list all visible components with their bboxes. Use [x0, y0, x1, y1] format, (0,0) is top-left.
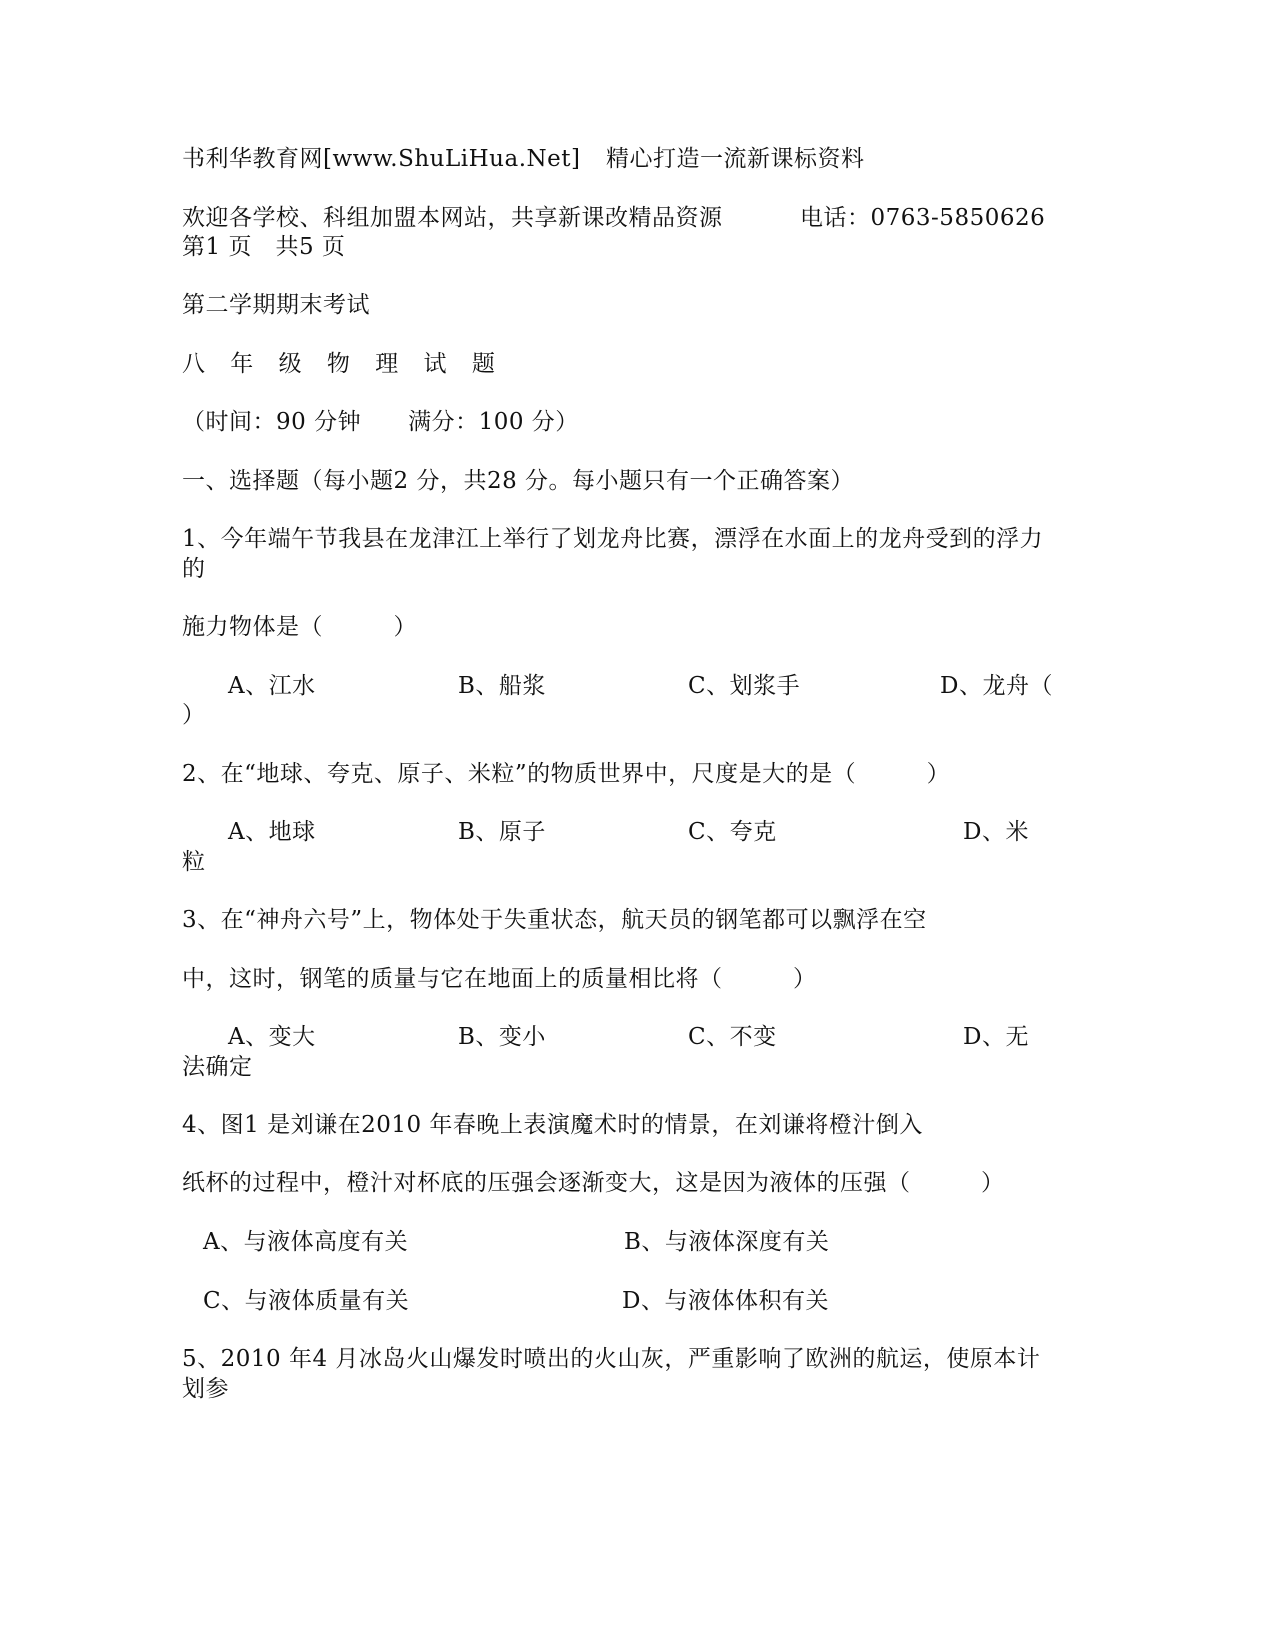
phone-text: 电话：0763-5850626: [800, 205, 1046, 231]
q4-option-d: D、与液体体积有关: [622, 1288, 829, 1314]
q1-line-1: 1、今年端午节我县在龙津江上举行了划龙舟比赛，漂浮在水面上的龙舟受到的浮力: [182, 526, 1044, 552]
exam-title: 八 年 级 物 理 试 题: [182, 351, 504, 377]
q1-option-c: C、划浆手: [688, 673, 801, 699]
time-score: （时间：90 分钟 满分：100 分）: [182, 409, 579, 435]
q3-line-1: 3、在“神舟六号”上，物体处于失重状态，航天员的钢笔都可以飘浮在空: [182, 907, 927, 933]
header-line-2: [182, 203, 1046, 233]
q2-line-1: 2、在“地球、夸克、原子、米粒”的物质世界中，尺度是大的是（ ）: [182, 761, 951, 787]
q4-option-a: A、与液体高度有关: [203, 1229, 409, 1255]
q2-option-d-cont: 粒: [182, 849, 206, 875]
q1-line-3: 施力物体是（ ）: [182, 614, 417, 640]
q4-option-c: C、与液体质量有关: [203, 1288, 410, 1314]
q1-option-b: B、船浆: [458, 673, 546, 699]
q2-option-d: D、米: [963, 819, 1029, 845]
q3-option-c: C、不变: [688, 1024, 777, 1050]
q3-option-d: D、无: [963, 1024, 1029, 1050]
q4-line-1: 4、图1 是刘谦在2010 年春晚上表演魔术时的情景，在刘谦将橙汁倒入: [182, 1112, 923, 1138]
q4-option-b: B、与液体深度有关: [624, 1229, 830, 1255]
q2-option-c: C、夸克: [688, 819, 777, 845]
page-info: 第1 页 共5 页: [182, 234, 346, 260]
site-slogan: 精心打造一流新课标资料: [606, 146, 865, 172]
q1-option-d-cont: ）: [182, 702, 206, 728]
exam-term: 第二学期期末考试: [182, 292, 370, 318]
section-heading: 一、选择题（每小题2 分，共28 分。每小题只有一个正确答案）: [182, 468, 855, 494]
q1-option-d: D、龙舟（: [940, 673, 1053, 699]
q4-line-2: 纸杯的过程中，橙汁对杯底的压强会逐渐变大，这是因为液体的压强（ ）: [182, 1170, 1005, 1196]
q2-option-b: B、原子: [458, 819, 546, 845]
welcome-text: 欢迎各学校、科组加盟本网站，共享新课改精品资源: [182, 205, 723, 231]
q3-option-a: A、变大: [228, 1024, 316, 1050]
header-line-1: [182, 144, 865, 174]
q5-line-1: 5、2010 年4 月冰岛火山爆发时喷出的火山灰，严重影响了欧洲的航运，使原本计: [182, 1346, 1041, 1372]
q1-option-a: A、江水: [228, 673, 316, 699]
site-name: 书利华教育网[www.ShuLiHua.Net]: [182, 146, 581, 172]
q3-option-d-cont: 法确定: [182, 1054, 253, 1080]
q2-option-a: A、地球: [228, 819, 316, 845]
q3-option-b: B、变小: [458, 1024, 546, 1050]
q5-line-2: 划参: [182, 1376, 229, 1402]
q3-line-2: 中，这时，钢笔的质量与它在地面上的质量相比将（ ）: [182, 966, 817, 992]
q1-line-2: 的: [182, 556, 206, 582]
